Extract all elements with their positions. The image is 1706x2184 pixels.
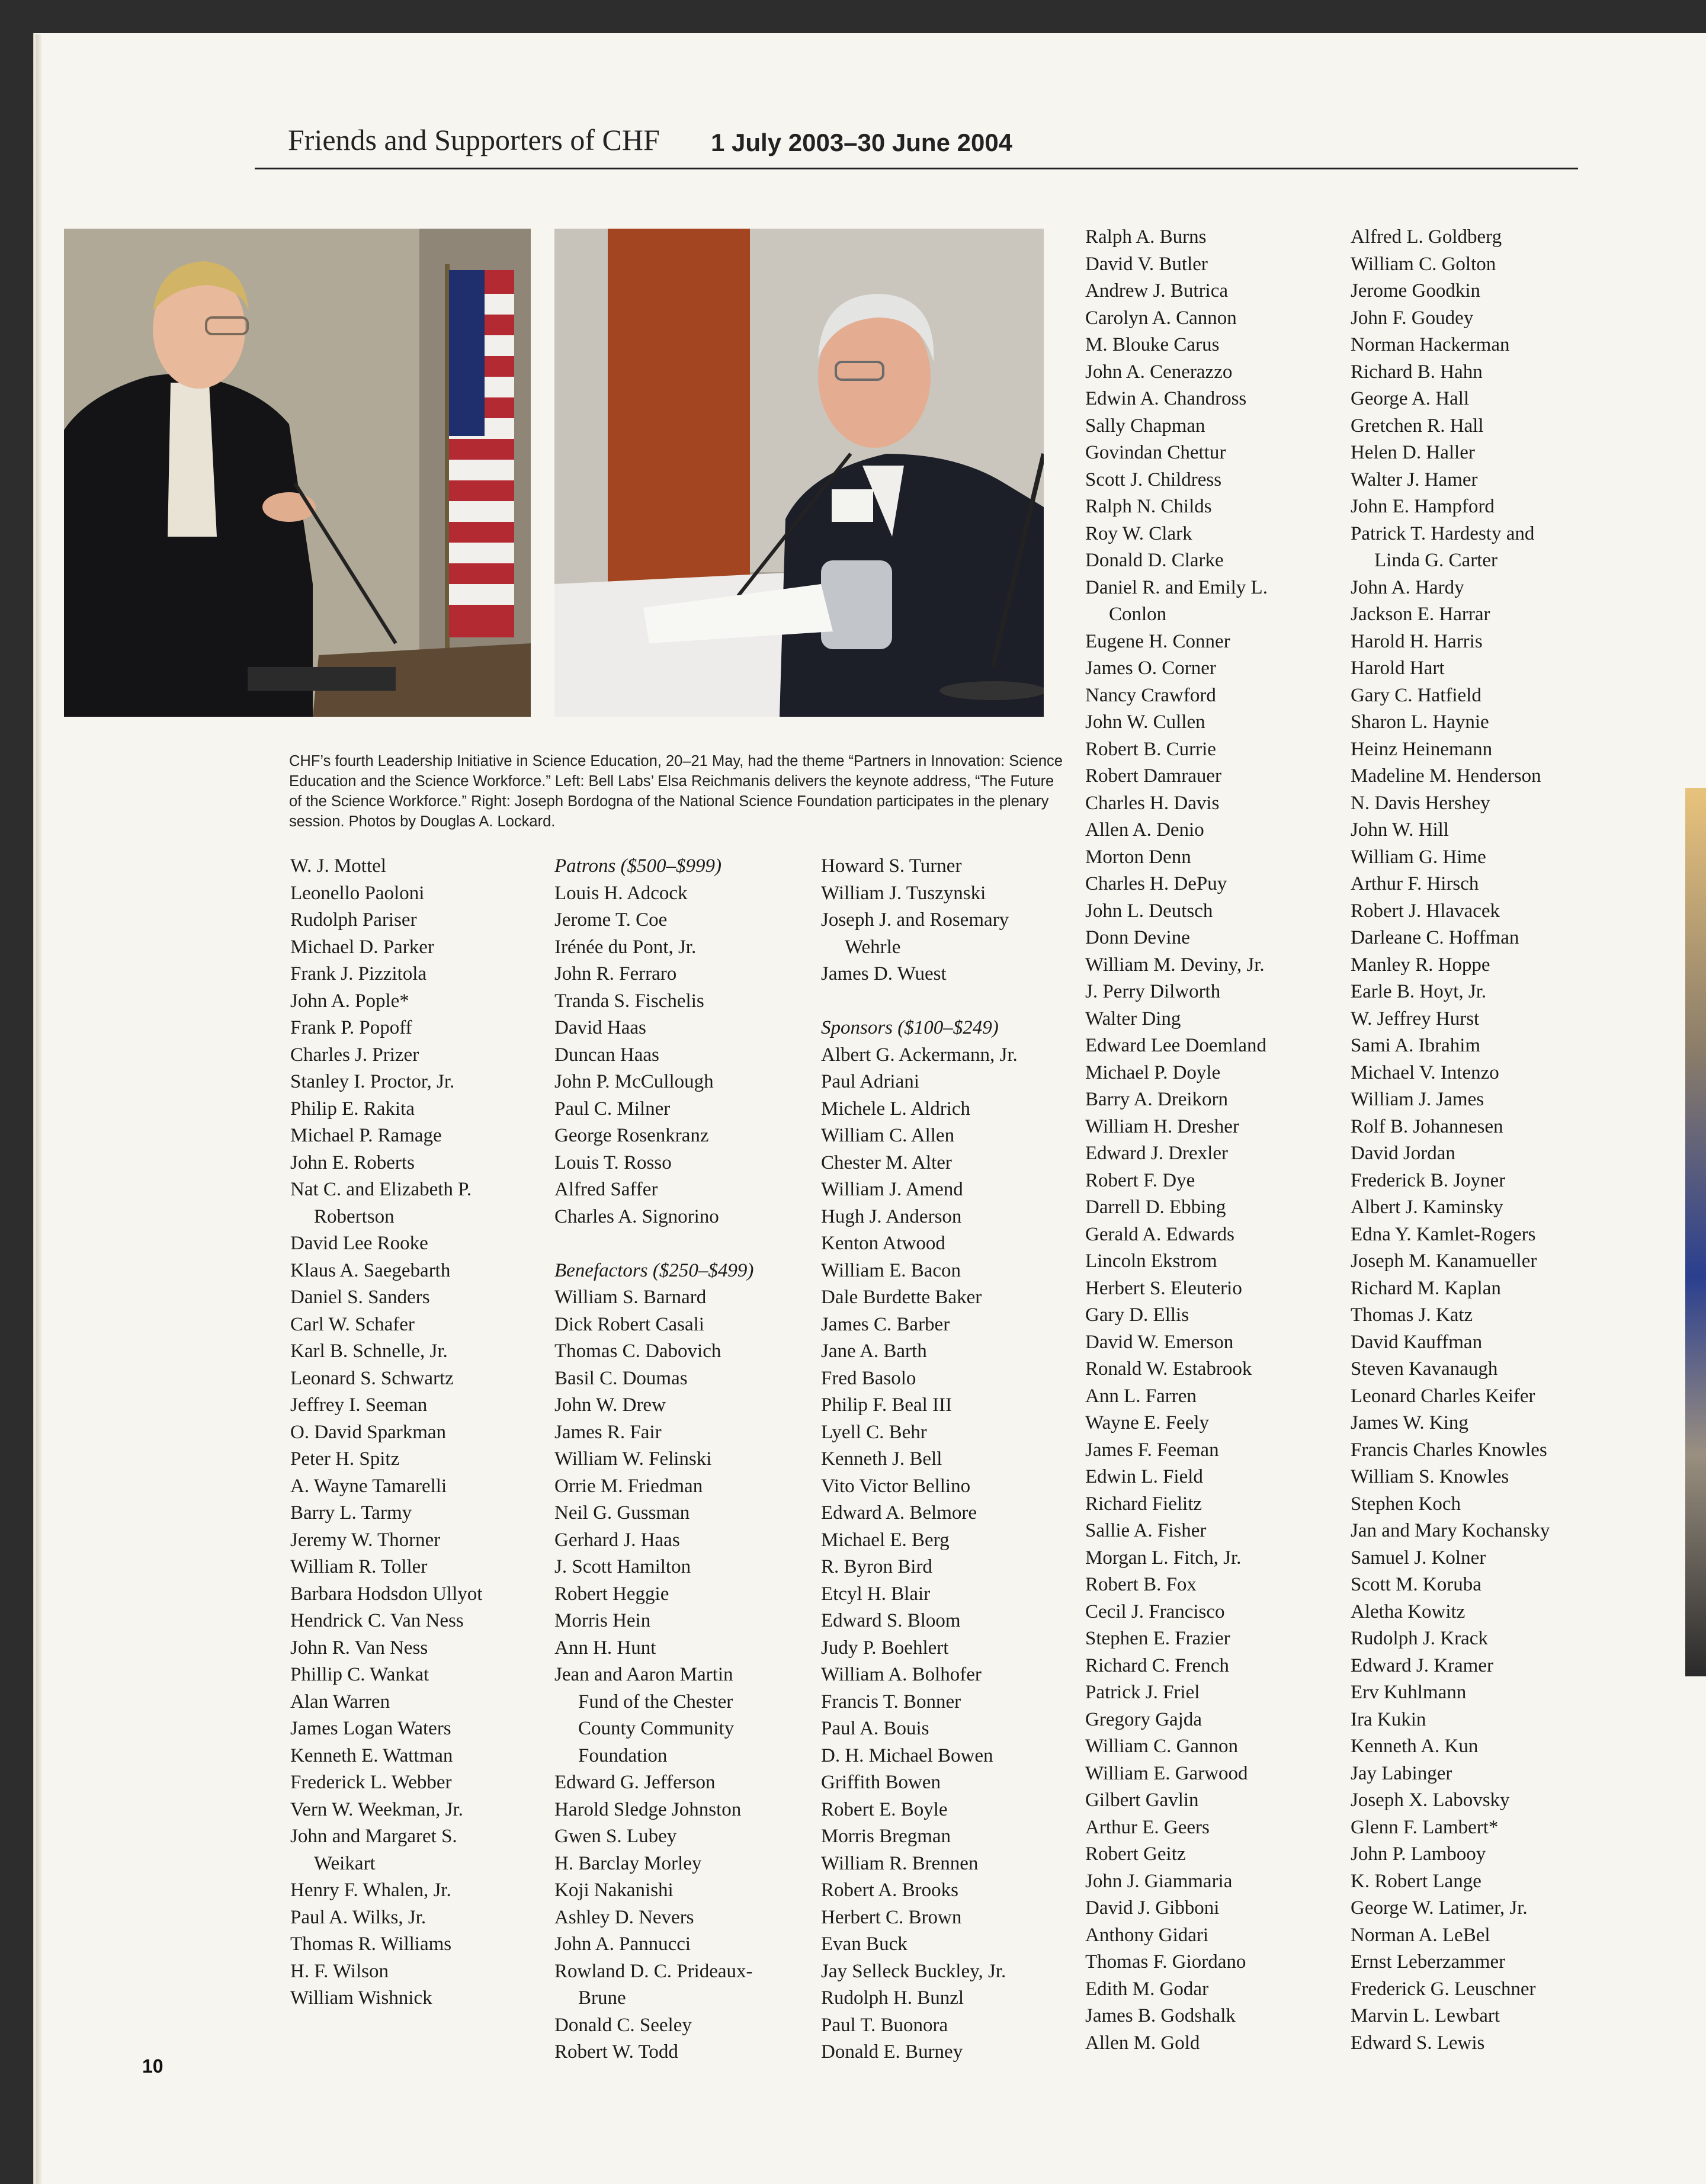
donor-name: James O. Corner	[1085, 658, 1216, 679]
donor-column-3	[821, 853, 1070, 2066]
donor-name: Allen M. Gold	[1085, 2032, 1200, 2054]
donor-name: Erv Kuhlmann	[1351, 1682, 1467, 1703]
page-spine	[36, 34, 41, 2184]
donor-name: Sami A. Ibrahim	[1351, 1035, 1481, 1056]
donor-name: Dick Robert Casali	[554, 1313, 704, 1335]
donor-name: Edwin L. Field	[1085, 1466, 1203, 1487]
donor-name: Ashley D. Nevers	[554, 1906, 694, 1928]
donor-name: Nat C. and Elizabeth P.	[290, 1179, 472, 1200]
donor-name: Wayne E. Feely	[1085, 1412, 1210, 1433]
donor-name: Edward S. Bloom	[821, 1610, 961, 1631]
donor-name: Irénée du Pont, Jr.	[554, 936, 697, 958]
donor-name: William S. Barnard	[554, 1287, 707, 1308]
donor-name: Francis T. Bonner	[821, 1691, 961, 1712]
donor-name: Norman A. LeBel	[1351, 1924, 1490, 1946]
donor-name: Paul T. Buonora	[821, 2014, 948, 2036]
donor-name: Albert G. Ackermann, Jr.	[821, 1044, 1018, 1066]
donor-name: William C. Gannon	[1085, 1736, 1239, 1757]
donor-name: Fund of the Chester	[578, 1691, 733, 1712]
donor-name: Leonard Charles Keifer	[1351, 1385, 1535, 1407]
donor-name: Klaus A. Saegebarth	[290, 1259, 451, 1281]
donor-name: Linda G. Carter	[1374, 550, 1498, 571]
donor-name: H. Barclay Morley	[554, 1852, 702, 1874]
donor-name: Barry A. Dreikorn	[1085, 1089, 1229, 1110]
donor-name: John A. Hardy	[1351, 576, 1464, 598]
donor-name: Jane A. Barth	[821, 1340, 927, 1362]
donor-name: Tranda S. Fischelis	[554, 990, 704, 1012]
donor-name: Paul A. Wilks, Jr.	[290, 1906, 426, 1928]
donor-name: Morris Hein	[554, 1610, 651, 1631]
donor-name: Barbara Hodsdon Ullyot	[290, 1583, 483, 1605]
donor-name: Philip E. Rakita	[290, 1098, 415, 1120]
donor-name: Ann L. Farren	[1085, 1385, 1197, 1407]
donor-name: Scott J. Childress	[1085, 469, 1222, 490]
donor-name: Jeffrey I. Seeman	[290, 1394, 428, 1416]
donor-name: Alfred L. Goldberg	[1351, 226, 1502, 248]
donor-column-5	[1351, 224, 1599, 2057]
donor-name: Gretchen R. Hall	[1351, 415, 1484, 437]
donor-name: Robert Damrauer	[1085, 765, 1221, 787]
donor-name: William R. Toller	[290, 1556, 428, 1577]
donor-name: Vito Victor Bellino	[821, 1475, 971, 1497]
donor-name: Kenton Atwood	[821, 1233, 945, 1254]
donor-name: Jay Selleck Buckley, Jr.	[821, 1960, 1006, 1982]
donor-column-2	[554, 853, 803, 2066]
donor-name: Gwen S. Lubey	[554, 1826, 677, 1847]
donor-name: Ronald W. Estabrook	[1085, 1358, 1252, 1380]
donor-name: Stephen E. Frazier	[1085, 1628, 1230, 1649]
donor-name: Jackson E. Harrar	[1351, 604, 1490, 625]
donor-name: Daniel S. Sanders	[290, 1287, 430, 1308]
photo-right-image	[554, 229, 1044, 717]
section-gap	[821, 988, 1070, 1015]
donor-name: Robert B. Currie	[1085, 738, 1216, 760]
donor-name: John R. Van Ness	[290, 1637, 428, 1659]
donor-name: Dale Burdette Baker	[821, 1287, 982, 1308]
donor-name: John W. Drew	[554, 1394, 666, 1416]
donor-name: Joseph M. Kanamueller	[1351, 1250, 1537, 1272]
donor-name: James Logan Waters	[290, 1718, 451, 1739]
donor-name: Walter Ding	[1085, 1008, 1181, 1030]
donor-name: Govindan Chettur	[1085, 442, 1226, 463]
donor-name: Foundation	[578, 1744, 668, 1766]
donor-name: Edwin A. Chandross	[1085, 388, 1247, 409]
donor-name: Thomas J. Katz	[1351, 1304, 1473, 1326]
donor-name: James B. Godshalk	[1085, 2005, 1236, 2026]
donor-name: Gerhard J. Haas	[554, 1529, 680, 1551]
donor-name: Ernst Leberzammer	[1351, 1951, 1506, 1973]
donor-name: George Rosenkranz	[554, 1125, 709, 1146]
donor-name: David J. Gibboni	[1085, 1897, 1220, 1919]
donor-name: Gregory Gajda	[1085, 1708, 1202, 1730]
donor-name: John A. Pople*	[290, 990, 409, 1012]
donor-name: William E. Bacon	[821, 1259, 961, 1281]
donor-name: Patrick T. Hardesty and	[1351, 522, 1535, 544]
donor-name: William C. Allen	[821, 1125, 955, 1146]
donor-name: Arthur F. Hirsch	[1351, 873, 1479, 894]
donor-name: James W. King	[1351, 1412, 1468, 1433]
donor-name: Louis T. Rosso	[554, 1152, 672, 1173]
donor-name: Ann H. Hunt	[554, 1637, 656, 1659]
donor-name: Stephen Koch	[1351, 1493, 1461, 1515]
donor-name: County Community	[578, 1718, 735, 1739]
donor-name: William W. Felinski	[554, 1448, 712, 1470]
donor-name: Paul C. Milner	[554, 1098, 671, 1120]
donor-name: Michael D. Parker	[290, 936, 434, 958]
donor-name: Sallie A. Fisher	[1085, 1520, 1207, 1541]
donor-name: David Lee Rooke	[290, 1233, 428, 1254]
donor-name: Conlon	[1109, 604, 1167, 625]
donor-name: Frank P. Popoff	[290, 1017, 412, 1038]
donor-name: David Haas	[554, 1017, 646, 1038]
donor-name: David Kauffman	[1351, 1331, 1483, 1353]
donor-name: Norman Hackerman	[1351, 334, 1510, 355]
donor-name: Frederick L. Webber	[290, 1772, 452, 1793]
donor-name: Jay Labinger	[1351, 1762, 1452, 1784]
donor-name: Rowland D. C. Prideaux-	[554, 1960, 753, 1982]
donor-name: Jerome Goodkin	[1351, 280, 1481, 302]
donor-name: Jerome T. Coe	[554, 909, 668, 931]
donor-name: Jeremy W. Thorner	[290, 1529, 441, 1551]
donor-name: David V. Butler	[1085, 253, 1208, 275]
donor-name: Edna Y. Kamlet-Rogers	[1351, 1223, 1536, 1245]
donor-name: Earle B. Hoyt, Jr.	[1351, 981, 1487, 1002]
donor-name: K. Robert Lange	[1351, 1870, 1481, 1892]
photo-left-image	[64, 229, 531, 717]
donor-name: Francis Charles Knowles	[1351, 1439, 1547, 1461]
donor-name: Harold Hart	[1351, 658, 1445, 679]
donor-name: Heinz Heinemann	[1351, 738, 1493, 760]
donor-name: Anthony Gidari	[1085, 1924, 1209, 1946]
donor-name: Jan and Mary Kochansky	[1351, 1520, 1550, 1541]
donor-name: Stanley I. Proctor, Jr.	[290, 1071, 455, 1092]
donor-name: Kenneth J. Bell	[821, 1448, 942, 1470]
donor-name: Cecil J. Francisco	[1085, 1601, 1225, 1622]
donor-name: Morris Bregman	[821, 1826, 951, 1847]
donor-name: Edward A. Belmore	[821, 1502, 977, 1524]
donor-name: John A. Pannucci	[554, 1933, 691, 1955]
donor-category-heading: Sponsors ($100–$249)	[821, 1017, 999, 1038]
donor-name: Scott M. Koruba	[1351, 1574, 1481, 1595]
donor-name: J. Scott Hamilton	[554, 1556, 691, 1577]
donor-name: Daniel R. and Emily L.	[1085, 576, 1268, 598]
donor-name: Rudolph H. Bunzl	[821, 1987, 964, 2009]
donor-name: Chester M. Alter	[821, 1152, 952, 1173]
donor-name: David Jordan	[1351, 1143, 1455, 1164]
donor-name: Vern W. Weekman, Jr.	[290, 1798, 463, 1820]
section-gap	[554, 1230, 803, 1258]
donor-name: Hugh J. Anderson	[821, 1205, 962, 1227]
donor-name: William J. Amend	[821, 1179, 963, 1200]
donor-name: William J. Tuszynski	[821, 882, 986, 904]
photo-right	[554, 229, 1044, 717]
donor-name: Phillip C. Wankat	[290, 1664, 429, 1685]
donor-name: James D. Wuest	[821, 963, 947, 984]
donor-name: Frederick G. Leuschner	[1351, 1978, 1536, 2000]
donor-name: Robert E. Boyle	[821, 1798, 948, 1820]
donor-name: William E. Garwood	[1085, 1762, 1248, 1784]
donor-name: Etcyl H. Blair	[821, 1583, 931, 1605]
donor-name: Edward S. Lewis	[1351, 2032, 1485, 2054]
donor-name: James F. Feeman	[1085, 1439, 1219, 1461]
donor-name: Madeline M. Henderson	[1351, 765, 1541, 787]
donor-name: Donald C. Seeley	[554, 2014, 692, 2036]
donor-name: Edward J. Kramer	[1351, 1654, 1493, 1676]
donor-name: Herbert S. Eleuterio	[1085, 1277, 1242, 1299]
donor-name: Ira Kukin	[1351, 1708, 1426, 1730]
donor-name: W. J. Mottel	[290, 855, 386, 877]
donor-name: John and Margaret S.	[290, 1826, 457, 1847]
donor-name: Steven Kavanaugh	[1351, 1358, 1498, 1380]
donor-name: Michael E. Berg	[821, 1529, 950, 1551]
donor-name: Joseph X. Labovsky	[1351, 1789, 1510, 1811]
donor-name: Robert J. Hlavacek	[1351, 900, 1500, 922]
donor-name: Edward J. Drexler	[1085, 1143, 1228, 1164]
donor-name: Leonard S. Schwartz	[290, 1367, 454, 1389]
donor-name: Judy P. Boehlert	[821, 1637, 949, 1659]
donor-name: Charles A. Signorino	[554, 1205, 719, 1227]
donor-name: Basil C. Doumas	[554, 1367, 688, 1389]
donor-name: Donald E. Burney	[821, 2041, 963, 2063]
donor-name: John A. Cenerazzo	[1085, 361, 1233, 383]
donor-name: Alan Warren	[290, 1691, 390, 1712]
donor-name: John P. Lambooy	[1351, 1843, 1486, 1865]
donor-name: Rudolph Pariser	[290, 909, 417, 931]
donor-name: Morgan L. Fitch, Jr.	[1085, 1547, 1242, 1569]
donor-name: Paul A. Bouis	[821, 1718, 929, 1739]
donor-name: Donald D. Clarke	[1085, 550, 1224, 571]
donor-name: Manley R. Hoppe	[1351, 954, 1490, 976]
donor-name: Frederick B. Joyner	[1351, 1169, 1506, 1191]
donor-name: Lincoln Ekstrom	[1085, 1250, 1217, 1272]
donor-category-heading: Benefactors ($250–$499)	[554, 1259, 754, 1281]
donor-name: Robert A. Brooks	[821, 1880, 958, 1901]
donor-name: Henry F. Whalen, Jr.	[290, 1880, 451, 1901]
photo-left	[64, 229, 531, 717]
donor-name: M. Blouke Carus	[1085, 334, 1220, 355]
donor-name: Weikart	[314, 1852, 376, 1874]
page-title: Friends and Supporters of CHF	[288, 123, 660, 156]
donor-name: Lyell C. Behr	[821, 1421, 927, 1443]
date-range: 1 July 2003–30 June 2004	[711, 129, 1013, 156]
donor-name: Herbert C. Brown	[821, 1906, 962, 1928]
donor-name: William C. Golton	[1351, 253, 1496, 275]
donor-name: Ralph A. Burns	[1085, 226, 1207, 248]
donor-name: Orrie M. Friedman	[554, 1475, 703, 1497]
donor-name: George W. Latimer, Jr.	[1351, 1897, 1528, 1919]
donor-name: Michael V. Intenzo	[1351, 1061, 1499, 1083]
donor-name: Alfred Saffer	[554, 1179, 658, 1200]
donor-name: Harold H. Harris	[1351, 630, 1483, 652]
donor-name: A. Wayne Tamarelli	[290, 1475, 447, 1497]
donor-name: Gary D. Ellis	[1085, 1304, 1189, 1326]
donor-name: George A. Hall	[1351, 388, 1470, 409]
donor-name: William Wishnick	[290, 1987, 432, 2009]
donor-name: Glenn F. Lambert*	[1351, 1816, 1499, 1838]
donor-name: Gilbert Gavlin	[1085, 1789, 1199, 1811]
donor-name: William A. Bolhofer	[821, 1664, 982, 1685]
donor-name: William H. Dresher	[1085, 1115, 1239, 1137]
donor-column-1	[290, 853, 539, 2012]
adjacent-page-edge	[1685, 788, 1706, 1676]
donor-name: Ralph N. Childs	[1085, 496, 1212, 517]
donor-name: Kenneth E. Wattman	[290, 1744, 453, 1766]
donor-name: Morton Denn	[1085, 846, 1191, 868]
donor-name: John F. Goudey	[1351, 307, 1474, 329]
donor-name: Sally Chapman	[1085, 415, 1205, 437]
donor-name: Roy W. Clark	[1085, 522, 1192, 544]
donor-name: Thomas R. Williams	[290, 1933, 452, 1955]
donor-name: Harold Sledge Johnston	[554, 1798, 742, 1820]
donor-name: Michael P. Doyle	[1085, 1061, 1221, 1083]
donor-name: Jean and Aaron Martin	[554, 1664, 733, 1685]
donor-name: Richard Fielitz	[1085, 1493, 1202, 1515]
donor-name: Philip F. Beal III	[821, 1394, 953, 1416]
donor-name: Robertson	[314, 1205, 395, 1227]
donor-name: Patrick J. Friel	[1085, 1682, 1200, 1703]
donor-name: Thomas F. Giordano	[1085, 1951, 1246, 1973]
donor-name: William R. Brennen	[821, 1852, 979, 1874]
donor-name: William J. James	[1351, 1089, 1484, 1110]
donor-name: Samuel J. Kolner	[1351, 1547, 1486, 1569]
donor-name: William S. Knowles	[1351, 1466, 1509, 1487]
donor-name: Joseph J. and Rosemary	[821, 909, 1009, 931]
donor-name: Michele L. Aldrich	[821, 1098, 971, 1120]
donor-name: Richard B. Hahn	[1351, 361, 1483, 383]
donor-name: Rolf B. Johannesen	[1351, 1115, 1503, 1137]
donor-name: Walter J. Hamer	[1351, 469, 1478, 490]
donor-name: Brune	[578, 1987, 626, 2009]
donor-name: Edward Lee Doemland	[1085, 1035, 1267, 1056]
donor-name: Darleane C. Hoffman	[1351, 927, 1519, 948]
donor-name: Albert J. Kaminsky	[1351, 1197, 1503, 1218]
donor-name: Evan Buck	[821, 1933, 907, 1955]
donor-name: Charles H. DePuy	[1085, 873, 1227, 894]
donor-name: Rudolph J. Krack	[1351, 1628, 1488, 1649]
donor-name: Karl B. Schnelle, Jr.	[290, 1340, 448, 1362]
donor-name: Hendrick C. Van Ness	[290, 1610, 464, 1631]
donor-name: Koji Nakanishi	[554, 1880, 674, 1901]
donor-name: Robert F. Dye	[1085, 1169, 1195, 1191]
donor-name: John L. Deutsch	[1085, 900, 1213, 922]
donor-name: Frank J. Pizzitola	[290, 963, 427, 984]
donor-name: Robert W. Todd	[554, 2041, 678, 2063]
donor-name: Marvin L. Lewbart	[1351, 2005, 1500, 2026]
donor-name: Richard M. Kaplan	[1351, 1277, 1501, 1299]
donor-name: John J. Giammaria	[1085, 1870, 1233, 1892]
donor-name: Gary C. Hatfield	[1351, 684, 1481, 706]
donor-name: Andrew J. Butrica	[1085, 280, 1229, 302]
donor-name: John E. Hampford	[1351, 496, 1495, 517]
donor-name: Charles H. Davis	[1085, 792, 1220, 814]
donor-name: O. David Sparkman	[290, 1421, 447, 1443]
donor-name: W. Jeffrey Hurst	[1351, 1008, 1480, 1030]
donor-name: Helen D. Haller	[1351, 442, 1475, 463]
donor-name: Eugene H. Conner	[1085, 630, 1230, 652]
donor-name: Howard S. Turner	[821, 855, 962, 877]
donor-name: Barry L. Tarmy	[290, 1502, 412, 1524]
donor-name: Charles J. Prizer	[290, 1044, 419, 1066]
donor-name: Edward G. Jefferson	[554, 1772, 716, 1793]
donor-name: N. Davis Hershey	[1351, 792, 1490, 814]
donor-name: Wehrle	[845, 936, 901, 958]
donor-name: Fred Basolo	[821, 1367, 916, 1389]
donor-name: Peter H. Spitz	[290, 1448, 400, 1470]
donor-name: Donn Devine	[1085, 927, 1190, 948]
donor-name: Edith M. Godar	[1085, 1978, 1209, 2000]
donor-name: Sharon L. Haynie	[1351, 711, 1489, 733]
donor-name: Allen A. Denio	[1085, 819, 1204, 841]
page-header	[255, 121, 1578, 169]
donor-column-4	[1085, 224, 1334, 2057]
donor-name: R. Byron Bird	[821, 1556, 932, 1577]
donor-name: Gerald A. Edwards	[1085, 1223, 1235, 1245]
donor-name: J. Perry Dilworth	[1085, 981, 1221, 1002]
donor-name: John W. Hill	[1351, 819, 1449, 841]
donor-name: William G. Hime	[1351, 846, 1486, 868]
donor-name: John E. Roberts	[290, 1152, 415, 1173]
donor-name: Nancy Crawford	[1085, 684, 1216, 706]
donor-name: David W. Emerson	[1085, 1331, 1234, 1353]
donor-name: Carl W. Schafer	[290, 1313, 415, 1335]
donor-name: Robert B. Fox	[1085, 1574, 1197, 1595]
donor-name: Thomas C. Dabovich	[554, 1340, 721, 1362]
donor-name: Richard C. French	[1085, 1654, 1229, 1676]
donor-name: Paul Adriani	[821, 1071, 919, 1092]
donor-name: Carolyn A. Cannon	[1085, 307, 1237, 329]
donor-name: Robert Heggie	[554, 1583, 669, 1605]
donor-name: Michael P. Ramage	[290, 1125, 442, 1146]
donor-name: Kenneth A. Kun	[1351, 1736, 1479, 1757]
donor-name: Neil G. Gussman	[554, 1502, 690, 1524]
donor-name: Leonello Paoloni	[290, 882, 425, 904]
donor-name: Duncan Haas	[554, 1044, 659, 1066]
donor-name: Arthur E. Geers	[1085, 1816, 1210, 1838]
donor-name: Griffith Bowen	[821, 1772, 941, 1793]
donor-category-heading: Patrons ($500–$999)	[554, 855, 722, 877]
donor-name: John R. Ferraro	[554, 963, 677, 984]
page-number: 10	[142, 2055, 163, 2077]
donor-name: James C. Barber	[821, 1313, 950, 1335]
donor-name: Louis H. Adcock	[554, 882, 688, 904]
donor-name: William M. Deviny, Jr.	[1085, 954, 1265, 976]
donor-name: H. F. Wilson	[290, 1960, 389, 1982]
donor-name: Aletha Kowitz	[1351, 1601, 1466, 1622]
donor-name: John P. McCullough	[554, 1071, 714, 1092]
donor-name: D. H. Michael Bowen	[821, 1744, 993, 1766]
donor-name: Robert Geitz	[1085, 1843, 1186, 1865]
donor-name: James R. Fair	[554, 1421, 662, 1443]
photo-caption: CHF’s fourth Leadership Initiative in Science Education, 20–21 May, had the theme “Partners in Innovation: Science Education and the Science Workforce.” Left: Bell Labs’ Elsa Reichmanis delivers the keynote address, “The Future of the Science Workforce.” Right: Joseph Bordogna of the National Science Foundation participates in the plenary session. Photos by Douglas A. Lockard.	[289, 753, 1063, 830]
donor-name: John W. Cullen	[1085, 711, 1205, 733]
donor-name: Darrell D. Ebbing	[1085, 1197, 1226, 1218]
